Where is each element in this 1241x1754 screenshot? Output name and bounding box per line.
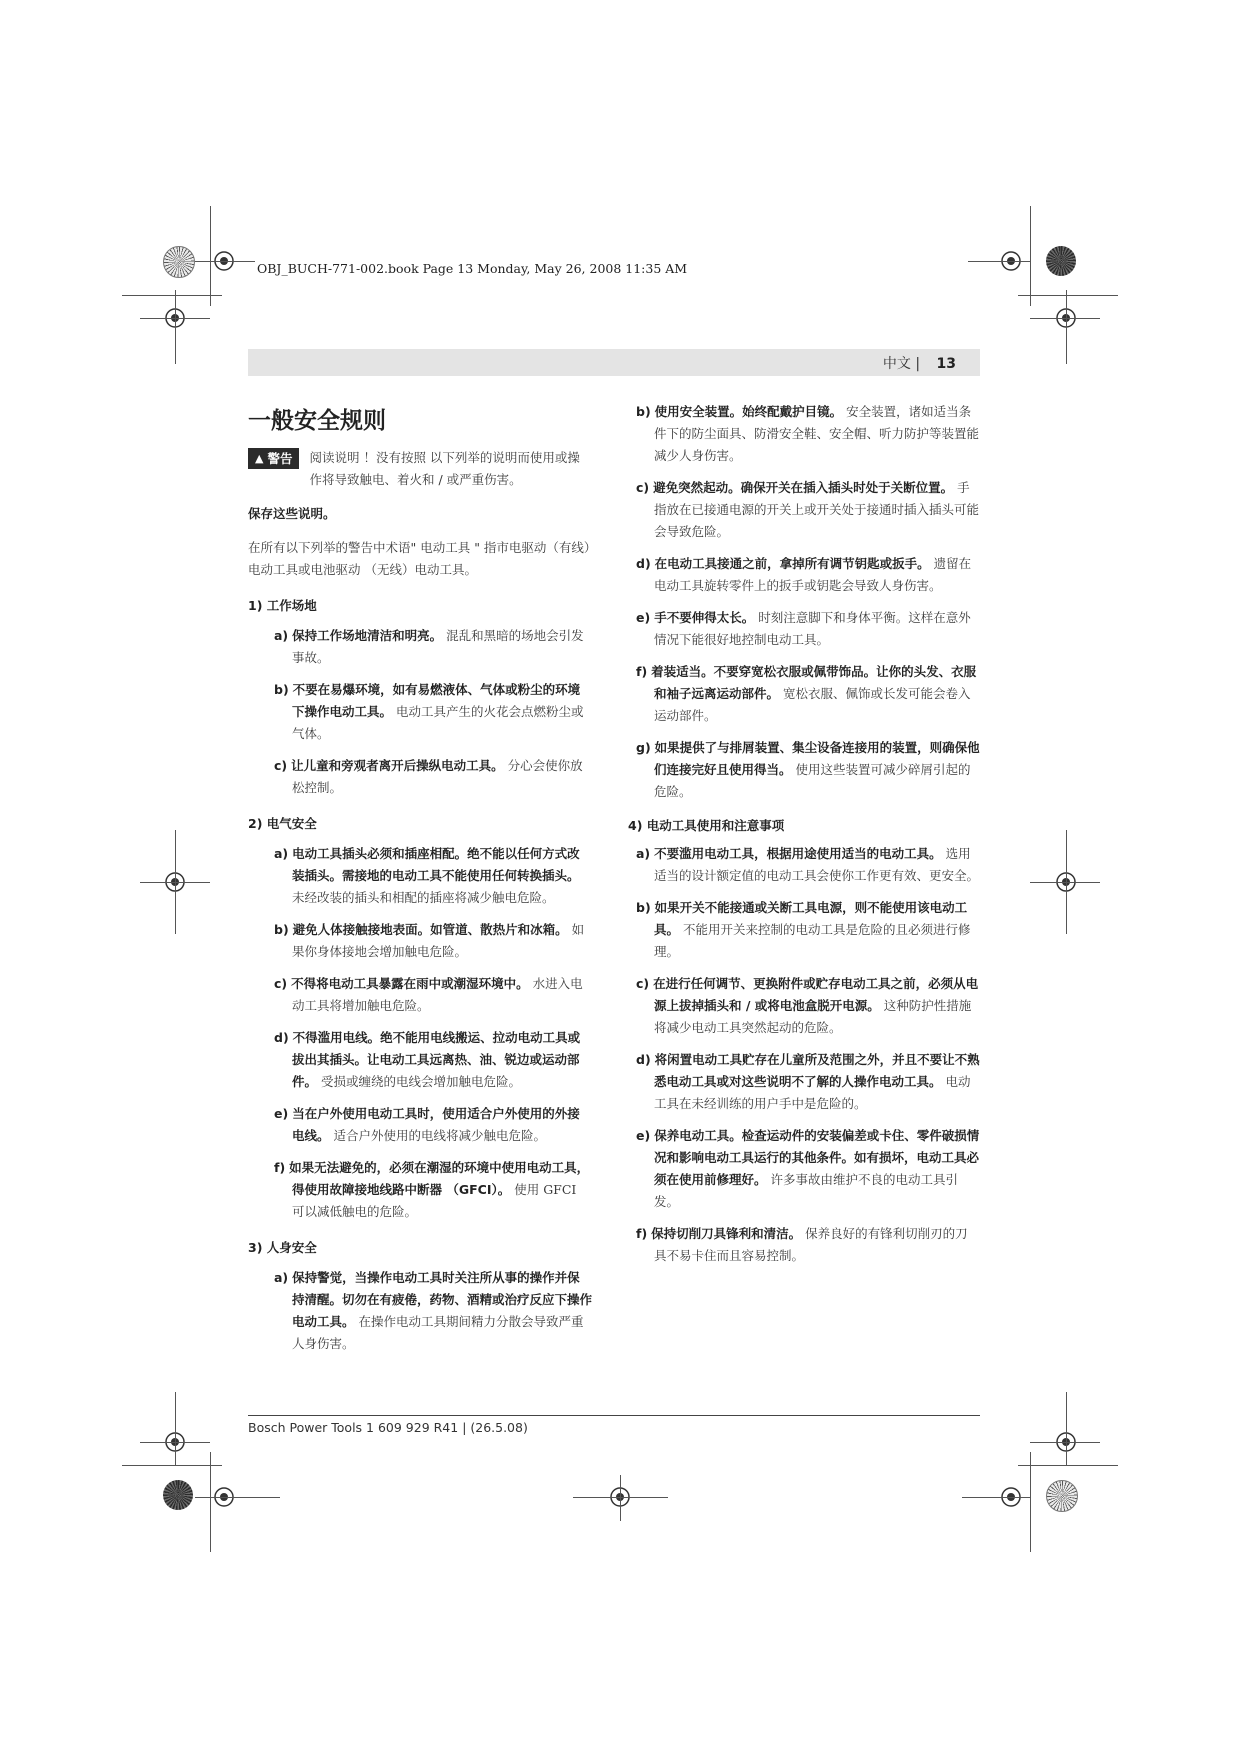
list-item bbox=[628, 843, 980, 887]
item-bold-text: 不要滥用电动工具，根据用途使用适当的电动工具。 bbox=[654, 846, 942, 861]
list-item bbox=[628, 897, 980, 963]
warning-text: 阅读说明 ！没有按照 以下列举的说明而使用或操作将导致触电、着火和 / 或严重伤害。 bbox=[309, 450, 580, 487]
item-bold-text: 将闲置电动工具贮存在儿童所及范围之外，并且不要让不熟悉电动工具或对这些说明不了解的人操作电动工具。 bbox=[654, 1052, 980, 1089]
item-label: f) bbox=[636, 664, 648, 679]
item-label: d) bbox=[636, 556, 651, 571]
list-item bbox=[248, 625, 592, 669]
item-bold-text: 电动工具插头必须和插座相配。绝不能以任何方式改装插头。需接地的电动工具不能使用任何转换插头。 bbox=[292, 846, 580, 883]
item-bold-text: 保持切削刀具锋利和清洁。 bbox=[651, 1226, 802, 1241]
item-text: 不能用开关来控制的电动工具是危险的且必须进行修理。 bbox=[654, 922, 971, 959]
item-text: 手指放在已接通电源的开关上或开关处于接通时插入插头可能会导致危险。 bbox=[654, 480, 980, 539]
item-text: 时刻注意脚下和身体平衡。这样在意外情况下能很好地控制电动工具。 bbox=[654, 610, 971, 647]
item-label: g) bbox=[636, 740, 651, 755]
item-text: 选用适当的设计额定值的电动工具会使你工作更有效、更安全。 bbox=[654, 846, 980, 883]
item-label: a) bbox=[274, 846, 289, 861]
print-header: OBJ_BUCH-771-002.book Page 13 Monday, May 26, 2008 11:35 AM bbox=[257, 261, 688, 276]
list-item bbox=[628, 973, 980, 1039]
item-label: e) bbox=[636, 1128, 651, 1143]
item-label: b) bbox=[636, 900, 651, 915]
list-item bbox=[628, 553, 980, 597]
item-bold-text: 不要在易爆环境，如有易燃液体、气体或粉尘的环境下操作电动工具。 bbox=[292, 682, 581, 719]
registration-rosette-icon bbox=[1046, 1480, 1078, 1512]
item-label: e) bbox=[636, 610, 651, 625]
warning-triangle-icon: ▲ bbox=[255, 451, 264, 465]
section-heading: 1) 工作场地 bbox=[248, 598, 317, 613]
item-bold-text: 如果开关不能接通或关断工具电源，则不能使用该电动工具。 bbox=[654, 900, 968, 937]
registration-rosette-icon bbox=[163, 246, 195, 278]
item-bold-text: 保养电动工具。检查运动件的安装偏差或卡住、零件破损情况和影响电动工具运行的其他条件。如有损坏，电动工具必须在使用前修理好。 bbox=[654, 1128, 980, 1187]
footer-rule bbox=[248, 1415, 980, 1416]
item-bold-text: 不得将电动工具暴露在雨中或潮湿环境中。 bbox=[291, 976, 529, 991]
item-label: e) bbox=[274, 1106, 289, 1121]
right-items-top bbox=[628, 401, 980, 803]
item-text: 电动工具在未经训练的用户手中是危险的。 bbox=[654, 1074, 971, 1111]
item-label: d) bbox=[274, 1030, 289, 1045]
item-label: c) bbox=[274, 758, 288, 773]
list-item bbox=[628, 1049, 980, 1115]
list-item bbox=[248, 973, 592, 1017]
item-label: b) bbox=[636, 404, 651, 419]
list-item bbox=[248, 843, 592, 909]
item-label: f) bbox=[274, 1160, 286, 1175]
item-bold-text: 避免突然起动。确保开关在插入插头时处于关断位置。 bbox=[653, 480, 954, 495]
item-text: 许多事故由维护不良的电动工具引发。 bbox=[654, 1172, 959, 1209]
item-label: c) bbox=[636, 976, 650, 991]
registration-rosette-icon bbox=[163, 1480, 193, 1510]
item-label: d) bbox=[636, 1052, 651, 1067]
item-label: f) bbox=[636, 1226, 648, 1241]
list-item bbox=[628, 1125, 980, 1213]
item-label: b) bbox=[274, 682, 289, 697]
item-text: 分心会使你放松控制。 bbox=[292, 758, 583, 795]
item-bold-text: 当在户外使用电动工具时，使用适合户外使用的外接电线。 bbox=[292, 1106, 580, 1143]
list-item bbox=[248, 1267, 592, 1355]
list-item bbox=[628, 477, 980, 543]
item-text: 安全装置，诸如适当条件下的防尘面具、防滑安全鞋、安全帽、听力防护等装置能减少人身伤害。 bbox=[654, 404, 980, 463]
section-heading: 3) 人身安全 bbox=[248, 1240, 317, 1255]
item-text: 受损或缠绕的电线会增加触电危险。 bbox=[321, 1074, 522, 1089]
item-text: 电动工具产生的火花会点燃粉尘或气体。 bbox=[292, 704, 584, 741]
list-item bbox=[248, 1027, 592, 1093]
registration-rosette-icon bbox=[1046, 246, 1076, 276]
footer: Bosch Power Tools 1 609 929 R41 | (26.5.08) bbox=[248, 1420, 528, 1435]
item-bold-text: 在进行任何调节、更换附件或贮存电动工具之前，必须从电源上拔掉插头和 / 或将电池盒脱开电源。 bbox=[653, 976, 979, 1013]
item-bold-text: 着装适当。不要穿宽松衣服或佩带饰品。让你的头发、衣服和袖子远离运动部件。 bbox=[651, 664, 977, 701]
item-label: a) bbox=[274, 1270, 289, 1285]
page-title: 一般安全规则 bbox=[248, 408, 386, 434]
item-text: 如果你身体接地会增加触电危险。 bbox=[292, 922, 585, 959]
left-column bbox=[248, 447, 592, 1355]
item-label: a) bbox=[274, 628, 289, 643]
item-text: 使用这些装置可减少碎屑引起的危险。 bbox=[654, 762, 971, 799]
item-bold-text: 让儿童和旁观者离开后操纵电动工具。 bbox=[291, 758, 504, 773]
page-number: 13 bbox=[936, 355, 956, 372]
running-header bbox=[248, 349, 980, 376]
item-text: 在操作电动工具期间精力分散会导致严重人身伤害。 bbox=[292, 1314, 584, 1351]
item-text: 混乱和黑暗的场地会引发事故。 bbox=[292, 628, 584, 665]
header-language: 中文 | bbox=[882, 355, 925, 372]
list-item bbox=[248, 1103, 592, 1147]
list-item bbox=[628, 401, 980, 467]
list-item bbox=[248, 1157, 592, 1223]
section-heading: 2) 电气安全 bbox=[248, 816, 317, 831]
intro-paragraph: 在所有以下列举的警告中术语" 电动工具 " 指市电驱动（有线）电动工具或电池驱动 （无线）电动工具。 bbox=[248, 540, 591, 577]
keep-instructions: 保存这些说明。 bbox=[248, 506, 336, 521]
list-item bbox=[248, 919, 592, 963]
item-text: 宽松衣服、佩饰或长发可能会卷入运动部件。 bbox=[654, 686, 971, 723]
list-item bbox=[628, 737, 980, 803]
item-text: 使用 GFCI 可以减低触电的危险。 bbox=[292, 1182, 577, 1219]
item-bold-text: 如果提供了与排屑装置、集尘设备连接用的装置，则确保他们连接完好且使用得当。 bbox=[654, 740, 980, 777]
item-text: 适合户外使用的电线将减少触电危险。 bbox=[333, 1128, 547, 1143]
list-item bbox=[248, 679, 592, 745]
item-label: b) bbox=[274, 922, 289, 937]
list-item bbox=[248, 755, 592, 799]
item-text: 这种防护性措施将减少电动工具突然起动的危险。 bbox=[654, 998, 972, 1035]
item-bold-text: 使用安全装置。始终配戴护目镜。 bbox=[654, 404, 843, 419]
left-sections bbox=[248, 581, 592, 1355]
warning-badge: ▲ 警告 bbox=[248, 448, 299, 469]
list-item bbox=[628, 607, 980, 651]
section-4-heading: 4) 电动工具使用和注意事项 bbox=[628, 818, 785, 833]
right-column bbox=[628, 401, 980, 1267]
item-text: 遗留在电动工具旋转零件上的扳手或钥匙会导致人身伤害。 bbox=[654, 556, 972, 593]
item-bold-text: 保持警觉，当操作电动工具时关注所从事的操作并保持清醒。切勿在有疲倦，药物、酒精或治疗反应下操作电动工具。 bbox=[292, 1270, 593, 1329]
item-label: c) bbox=[636, 480, 650, 495]
item-bold-text: 如果无法避免的，必须在潮湿的环境中使用电动工具，得使用故障接地线路中断器 （GFCI）。 bbox=[289, 1160, 590, 1197]
item-bold-text: 避免人体接触接地表面。如管道、散热片和冰箱。 bbox=[292, 922, 568, 937]
list-item bbox=[628, 1223, 980, 1267]
item-bold-text: 不得滥用电线。绝不能用电线搬运、拉动电动工具或拔出其插头。让电动工具远离热、油、锐边或运动部件。 bbox=[292, 1030, 581, 1089]
item-text: 未经改装的插头和相配的插座将减少触电危险。 bbox=[292, 890, 555, 905]
item-text: 保养良好的有锋利切削刃的刀具不易卡住而且容易控制。 bbox=[654, 1226, 968, 1263]
list-item bbox=[628, 661, 980, 727]
item-bold-text: 在电动工具接通之前，拿掉所有调节钥匙或扳手。 bbox=[654, 556, 930, 571]
item-label: a) bbox=[636, 846, 651, 861]
section-4-items bbox=[628, 843, 980, 1267]
item-label: c) bbox=[274, 976, 288, 991]
item-bold-text: 手不要伸得太长。 bbox=[654, 610, 755, 625]
item-bold-text: 保持工作场地清洁和明亮。 bbox=[292, 628, 443, 643]
warning-block bbox=[248, 447, 592, 491]
item-text: 水进入电动工具将增加触电危险。 bbox=[292, 976, 583, 1013]
